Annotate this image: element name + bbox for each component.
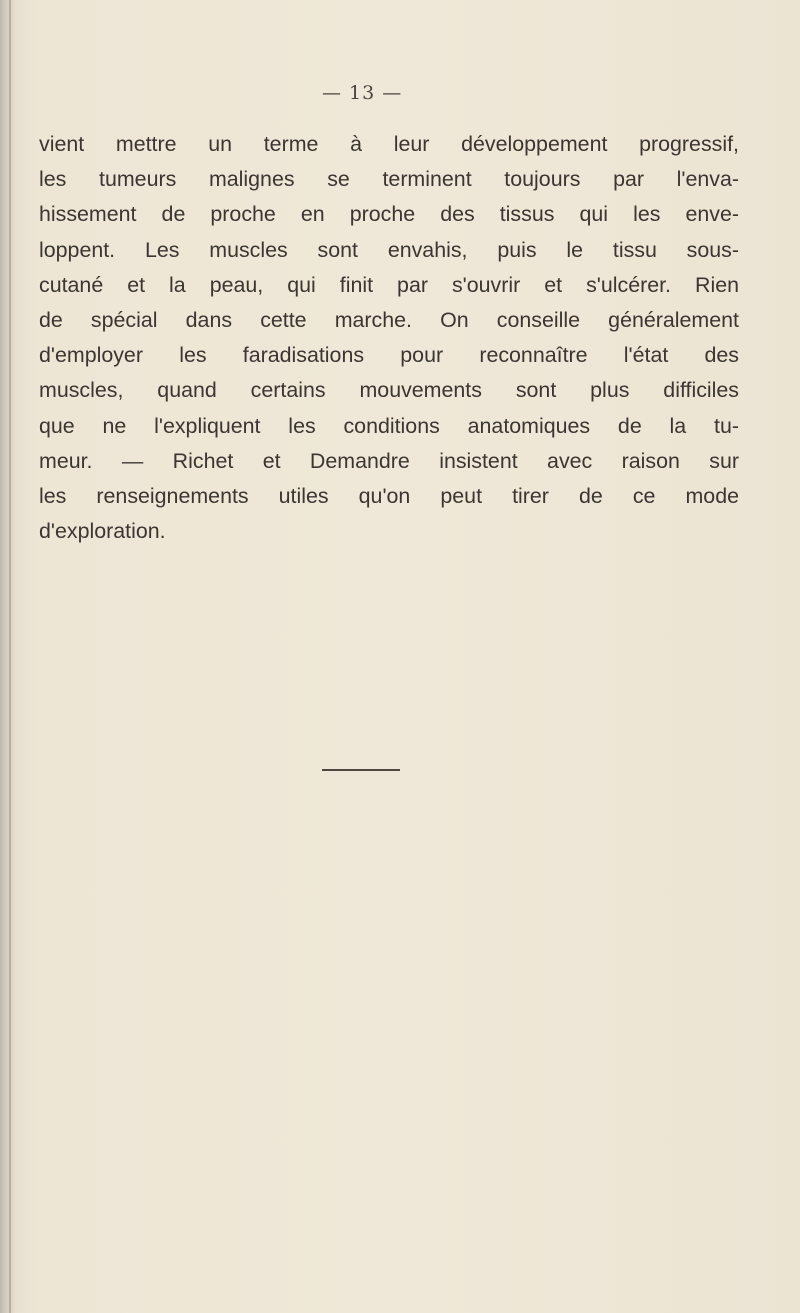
text-line: loppent. Les muscles sont envahis, puis le tissu sous- <box>39 237 739 262</box>
page-number: — 13 — <box>322 82 403 104</box>
text-line: vient mettre un terme à leur développement progressif, <box>39 132 739 156</box>
text-line: muscles, quand certains mouvements sont plus difficiles <box>39 378 739 403</box>
binding-shadow-line <box>9 0 11 1313</box>
section-separator-rule <box>322 769 400 771</box>
text-line: cutané et la peau, qui finit par s'ouvrir et s'ulcérer. Rien <box>39 272 739 297</box>
text-line: d'exploration. <box>39 519 166 544</box>
text-line: de spécial dans cette marche. On conseille généralement <box>39 307 739 332</box>
text-line: que ne l'expliquent les conditions anatomiques de la tu- <box>39 413 739 438</box>
text-line: meur. — Richet et Demandre insistent avec raison sur <box>39 448 739 473</box>
body-paragraph <box>39 127 739 549</box>
text-line: hissement de proche en proche des tissus qui les enve- <box>39 202 739 227</box>
text-line: les renseignements utiles qu'on peut tirer de ce mode <box>39 483 739 508</box>
page-binding-edge <box>0 0 14 1313</box>
text-line: d'employer les faradisations pour reconnaître l'état des <box>39 343 739 368</box>
text-line: les tumeurs malignes se terminent toujours par l'enva- <box>39 167 739 192</box>
